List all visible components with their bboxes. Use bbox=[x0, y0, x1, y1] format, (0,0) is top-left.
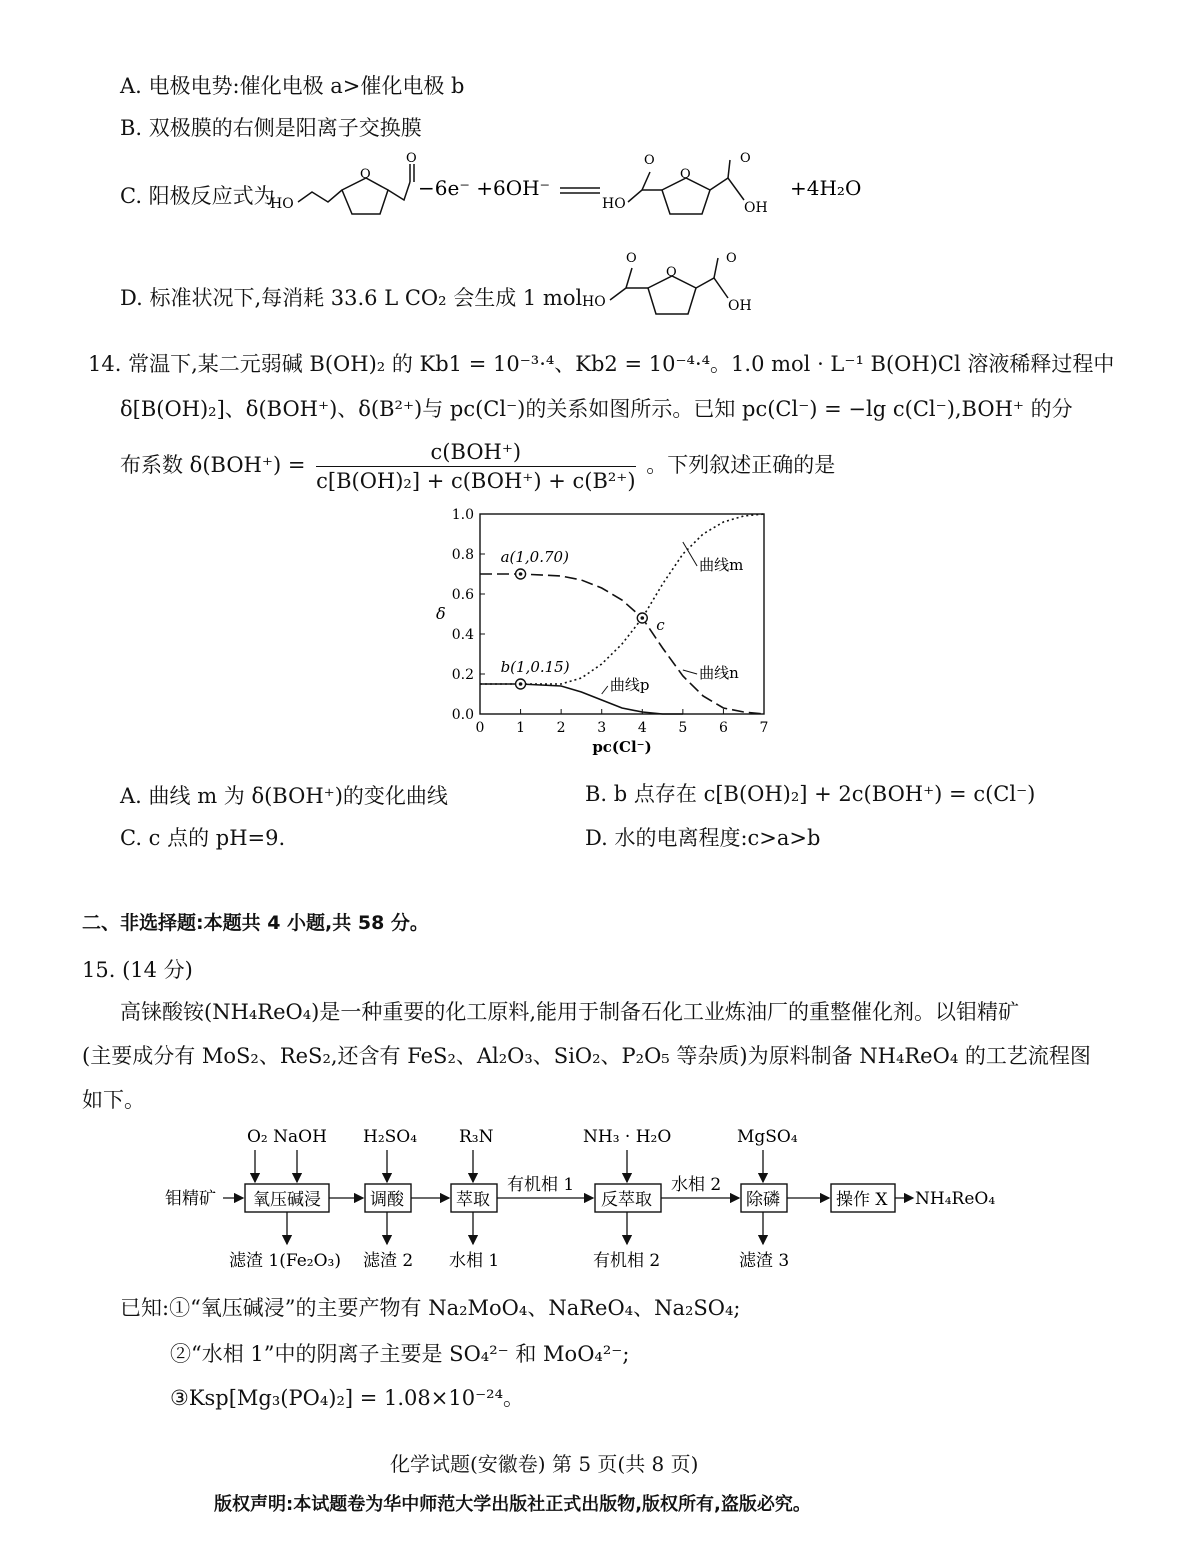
reaction-mid: −6e⁻ +6OH⁻ bbox=[418, 176, 551, 200]
fraction-numerator: c(BOH⁺) bbox=[316, 440, 635, 467]
x-tick-label: 6 bbox=[718, 720, 728, 736]
chem-ho-label: HO bbox=[582, 294, 606, 310]
chem-o-label: O bbox=[680, 167, 691, 182]
data-point-center bbox=[519, 572, 523, 576]
chem-oh-label: OH bbox=[744, 200, 768, 216]
chem-ho-label: HO bbox=[270, 196, 294, 212]
y-tick-label: 0.2 bbox=[451, 667, 474, 683]
q14-line1: 14. 常温下,某二元弱碱 B(OH)₂ 的 Kb1 = 10⁻³·⁴、Kb2 = 10⁻⁴·⁴。1.0 mol · L⁻¹ B(OH)Cl 溶液稀释过程中 bbox=[88, 352, 1115, 376]
chem-o-label: O bbox=[626, 251, 637, 266]
copyright-notice: 版权声明:本试题卷为华中师范大学出版社正式出版物,版权所有,盗版必究。 bbox=[214, 1494, 811, 1515]
q13-option-a: A. 电极电势:催化电极 a>催化电极 b bbox=[120, 74, 465, 98]
q14-option-d: D. 水的电离程度:c>a>b bbox=[585, 826, 821, 850]
q14-option-c: C. c 点的 pH=9. bbox=[120, 826, 286, 850]
chem-o-label: O bbox=[360, 167, 371, 182]
q14-option-a: A. 曲线 m 为 δ(BOH⁺)的变化曲线 bbox=[120, 784, 448, 808]
q14-line2: δ[B(OH)₂]、δ(BOH⁺)、δ(B²⁺)与 pc(Cl⁻)的关系如图所示。已知 pc(Cl⁻) = −lg c(Cl⁻),BOH⁺ 的分 bbox=[120, 397, 1073, 421]
flow-output: 滤渣 2 bbox=[363, 1251, 414, 1271]
q13-option-d: D. 标准状况下,每消耗 33.6 L CO₂ 会生成 1 mol bbox=[120, 286, 583, 310]
q15-para-2: (主要成分有 MoS₂、ReS₂,还含有 FeS₂、Al₂O₃、SiO₂、P₂O₅ 等杂质)为原料制备 NH₄ReO₄ 的工艺流程图 bbox=[82, 1044, 1091, 1068]
delta-fraction bbox=[316, 440, 635, 493]
flow-output: 滤渣 3 bbox=[739, 1251, 790, 1271]
flow-step-label: 反萃取 bbox=[601, 1190, 652, 1210]
q14-line3-prefix: 布系数 δ(BOH⁺) = bbox=[120, 453, 306, 477]
q15-heading: 15. (14 分) bbox=[82, 958, 193, 982]
flow-input: MgSO₄ bbox=[737, 1127, 798, 1147]
q15-para-3: 如下。 bbox=[82, 1088, 145, 1112]
x-axis-label: pc(Cl⁻) bbox=[592, 738, 652, 756]
series-leader bbox=[683, 542, 697, 566]
data-point-center bbox=[640, 616, 644, 620]
y-tick-label: 0.6 bbox=[451, 587, 474, 603]
flow-output: 有机相 2 bbox=[593, 1251, 661, 1271]
series-line bbox=[480, 684, 683, 714]
flow-step-label: 萃取 bbox=[456, 1190, 490, 1210]
flow-output: 水相 1 bbox=[449, 1251, 500, 1271]
chem-o-label: O bbox=[644, 153, 655, 168]
q13-option-c-equation bbox=[270, 150, 870, 230]
point-label: c bbox=[656, 616, 665, 634]
point-label: b(1,0.15) bbox=[500, 658, 570, 676]
furan-ring-2 bbox=[662, 178, 710, 214]
chem-o-label: O bbox=[726, 251, 737, 266]
furan-ring-1 bbox=[342, 178, 388, 214]
chem-o-label: O bbox=[666, 265, 677, 280]
flow-input: NH₃ · H₂O bbox=[583, 1127, 672, 1147]
section-heading: 二、非选择题:本题共 4 小题,共 58 分。 bbox=[82, 912, 429, 934]
chem-o-label: O bbox=[740, 151, 751, 166]
series-leader bbox=[683, 670, 697, 674]
x-tick-label: 4 bbox=[637, 720, 647, 736]
flow-edge-label: 有机相 1 bbox=[507, 1175, 575, 1195]
known-2: ②“水相 1”中的阴离子主要是 SO₄²⁻ 和 MoO₄²⁻; bbox=[170, 1342, 630, 1366]
page-footer: 化学试题(安徽卷) 第 5 页(共 8 页) bbox=[390, 1452, 699, 1476]
known-1: 已知:①“氧压碱浸”的主要产物有 Na₂MoO₄、NaReO₄、Na₂SO₄; bbox=[120, 1296, 741, 1320]
q14-option-b: B. b 点存在 c[B(OH)₂] + 2c(BOH⁺) = c(Cl⁻) bbox=[585, 782, 1036, 806]
flow-start: 钼精矿 bbox=[165, 1189, 216, 1209]
flow-step-label: 操作 X bbox=[836, 1190, 888, 1210]
q14-line3-suffix: 。下列叙述正确的是 bbox=[646, 453, 836, 477]
series-name-label: 曲线n bbox=[699, 664, 739, 682]
series-leader bbox=[602, 686, 608, 694]
flow-input: H₂SO₄ bbox=[363, 1127, 418, 1147]
flow-edge-label: 水相 2 bbox=[671, 1175, 722, 1195]
flow-input: O₂ NaOH bbox=[247, 1127, 327, 1147]
x-tick-label: 5 bbox=[678, 720, 688, 736]
chem-aldehyde bbox=[388, 182, 410, 200]
x-tick-label: 1 bbox=[516, 720, 526, 736]
chem-ho-label: HO bbox=[602, 196, 626, 212]
flow-product: NH₄ReO₄ bbox=[915, 1189, 996, 1209]
y-axis-label: δ bbox=[436, 604, 446, 623]
x-tick-label: 2 bbox=[556, 720, 566, 736]
q13-option-d-structure bbox=[578, 248, 788, 338]
q13-option-b: B. 双极膜的右侧是阳离子交换膜 bbox=[120, 116, 422, 140]
y-tick-label: 0.4 bbox=[451, 627, 474, 643]
flow-step-label: 除磷 bbox=[746, 1190, 780, 1210]
known-3: ③Ksp[Mg₃(PO₄)₂] = 1.08×10⁻²⁴。 bbox=[170, 1386, 524, 1410]
x-tick-label: 7 bbox=[759, 720, 769, 736]
chem-chain bbox=[298, 190, 342, 202]
y-tick-label: 0.0 bbox=[451, 707, 474, 723]
x-tick-label: 3 bbox=[597, 720, 607, 736]
series-name-label: 曲线m bbox=[699, 556, 744, 574]
fraction-denominator: c[B(OH)₂] + c(BOH⁺) + c(B²⁺) bbox=[316, 469, 636, 493]
data-point-center bbox=[519, 682, 523, 686]
flow-output: 滤渣 1(Fe₂O₃) bbox=[229, 1251, 341, 1271]
q14-line3 bbox=[120, 440, 835, 493]
y-tick-label: 0.8 bbox=[451, 547, 474, 563]
series-name-label: 曲线p bbox=[609, 676, 650, 694]
flow-input: R₃N bbox=[459, 1127, 494, 1147]
distribution-chart bbox=[400, 498, 800, 768]
x-tick-label: 0 bbox=[475, 720, 485, 736]
q15-para-1: 高铼酸铵(NH₄ReO₄)是一种重要的化工原料,能用于制备石化工业炼油厂的重整催化剂。以钼精矿 bbox=[120, 1000, 1020, 1024]
chem-o-label: O bbox=[406, 151, 417, 166]
flow-step-label: 调酸 bbox=[370, 1190, 404, 1210]
chem-oh-label: OH bbox=[728, 298, 752, 314]
process-flow-diagram bbox=[165, 1120, 1025, 1280]
flow-step-label: 氧压碱浸 bbox=[253, 1190, 321, 1210]
q13-option-c-prefix: C. 阳极反应式为 bbox=[120, 184, 275, 208]
reaction-suffix: +4H₂O bbox=[790, 176, 862, 200]
y-tick-label: 1.0 bbox=[451, 507, 474, 523]
point-label: a(1,0.70) bbox=[500, 548, 569, 566]
